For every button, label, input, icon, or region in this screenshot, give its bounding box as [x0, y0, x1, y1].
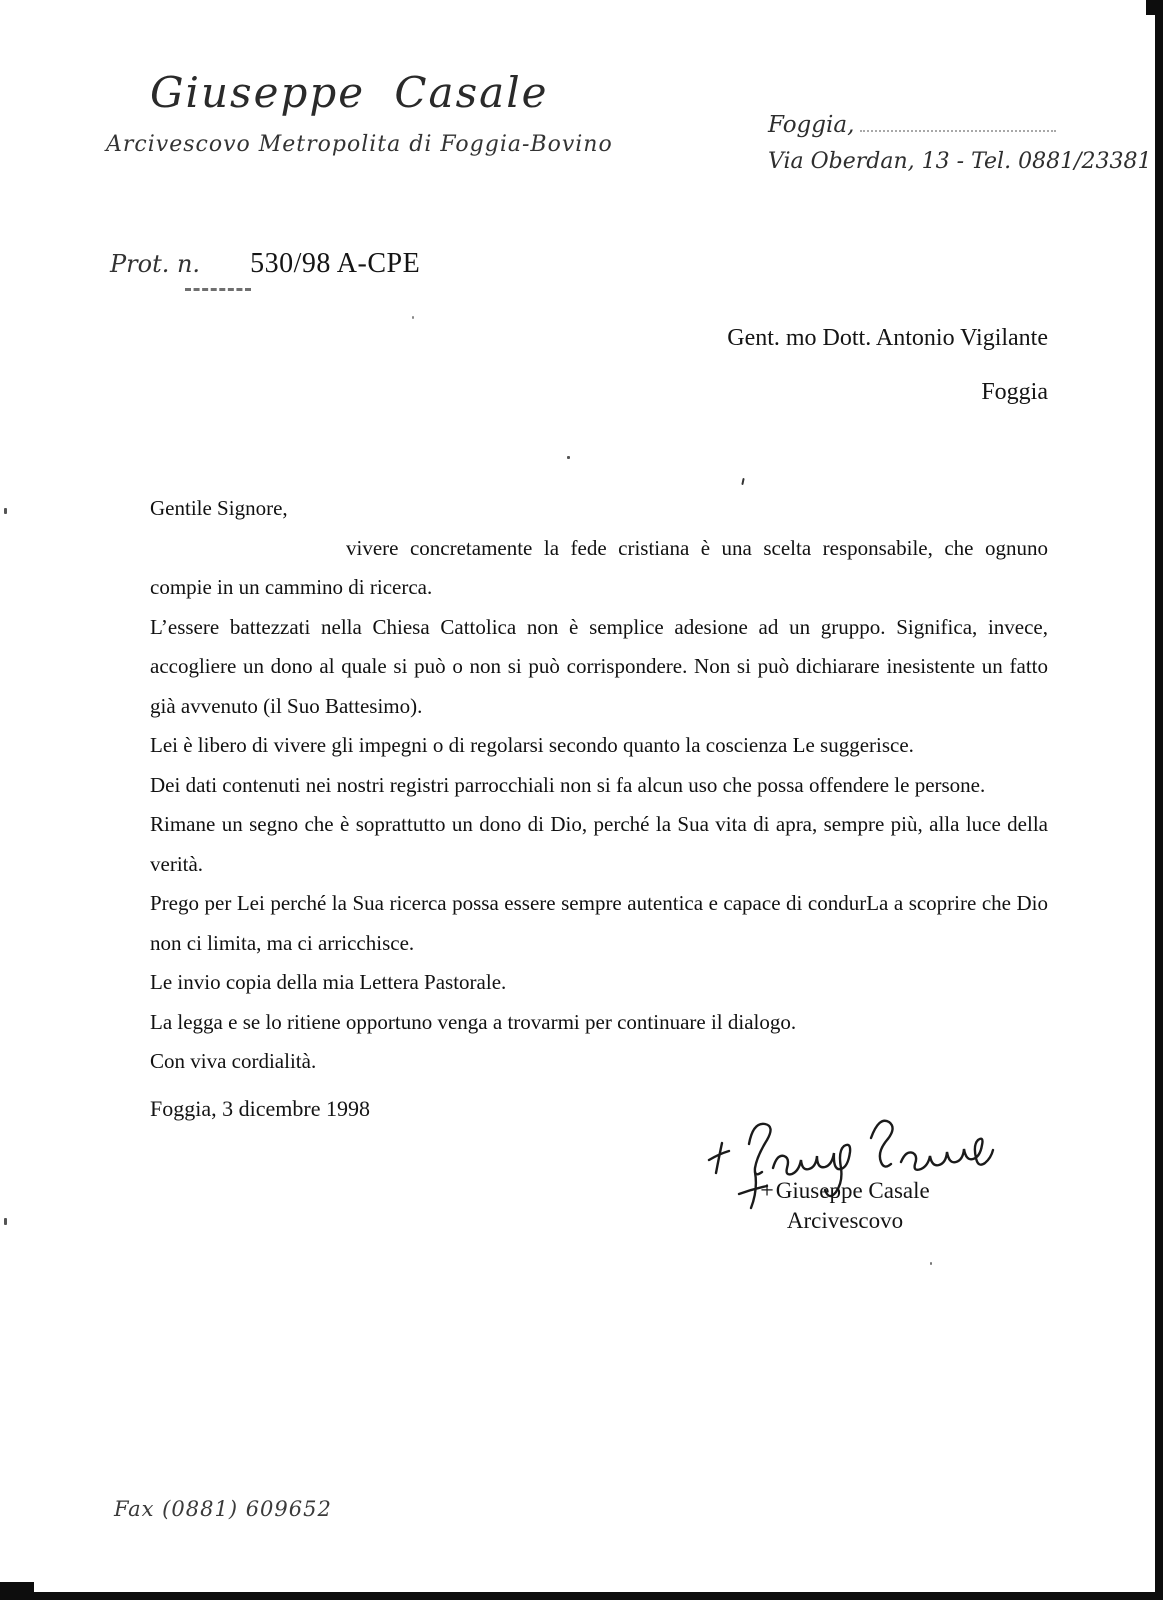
letterhead-right-block: [768, 106, 1151, 174]
body-paragraph: Le invio copia della mia Lettera Pastorale.: [150, 970, 507, 994]
signature-handwriting: [695, 1118, 995, 1182]
scan-speck: [4, 508, 7, 514]
body-paragraph: Con viva cordialità.: [150, 1049, 317, 1073]
body-paragraph: L’essere battezzati nella Chiesa Cattolica non è semplice adesione ad un gruppo. Significa, invece, accogliere un dono al quale si può o non si può corrispondere. Non si può dichiarare inesistente un fatto già avvenuto (il Suo Battesimo).: [150, 614, 1048, 718]
scan-edge-bottom-bar: [0, 1592, 1163, 1600]
signer-cross-mark: +: [760, 1178, 774, 1204]
signer-printed-title: Arcivescovo: [786, 1208, 904, 1233]
recipient-name: Gent. mo Dott. Antonio Vigilante: [727, 325, 1048, 351]
letterhead-place-line: [768, 106, 1151, 138]
scan-edge-right-notch: [1146, 0, 1163, 15]
protocol-underline-dashes: [185, 288, 251, 291]
scan-edge-right-bar: [1155, 0, 1163, 1600]
scan-speck: [741, 478, 744, 485]
body-paragraph: Dei dati contenuti nei nostri registri parrocchiali non si fa alcun uso che possa offendere le persone.: [150, 772, 986, 797]
body-paragraph: Prego per Lei perché la Sua ricerca possa essere sempre autentica e capace di condurLa a scoprire che Dio non ci limita, ma ci arricchisce.: [150, 891, 1048, 955]
date-blank-line: [860, 106, 1056, 132]
letter-body: [150, 489, 1048, 1082]
body-paragraph: Rimane un segno che è soprattutto un dono di Dio, perché la Sua vita di apra, sempre più, alla luce della verità.: [150, 812, 1048, 876]
protocol-line: [110, 248, 420, 280]
recipient-city: Foggia: [981, 379, 1048, 405]
scan-speck: [412, 316, 414, 319]
scan-speck: [4, 1218, 7, 1225]
letterhead-sender-name: Giuseppe Casale: [150, 68, 549, 117]
scan-speck: [567, 456, 570, 459]
dateline: Foggia, 3 dicembre 1998: [150, 1096, 370, 1121]
scan-edge-bottom-left-blob: [0, 1582, 34, 1597]
signer-printed-name: +Giuseppe Casale: [760, 1178, 930, 1204]
protocol-label: Prot. n.: [110, 250, 201, 278]
body-paragraph: La legga e se lo ritiene opportuno venga a trovarmi per continuare il dialogo.: [150, 1009, 797, 1034]
salutation: Gentile Signore,: [150, 496, 288, 520]
body-paragraph: Lei è libero di vivere gli impegni o di regolarsi secondo quanto la coscienza Le suggerisce.: [150, 733, 914, 757]
body-paragraph: vivere concretamente la fede cristiana è una scelta responsabile, che ognuno compie in un cammino di ricerca.: [150, 535, 1048, 599]
signature-block: [695, 1118, 995, 1234]
protocol-number: 530/98 A-CPE: [250, 248, 421, 279]
letterhead-address-line: Via Oberdan, 13 - Tel. 0881/23381: [768, 149, 1152, 175]
recipient-block: [600, 325, 1048, 406]
letterhead-sender-title: Arcivescovo Metropolita di Foggia-Bovino: [106, 132, 613, 157]
scan-speck: [930, 1262, 932, 1265]
letterhead-place-label: Foggia,: [768, 112, 855, 139]
footer-fax-line: Fax (0881) 609652: [114, 1497, 332, 1521]
